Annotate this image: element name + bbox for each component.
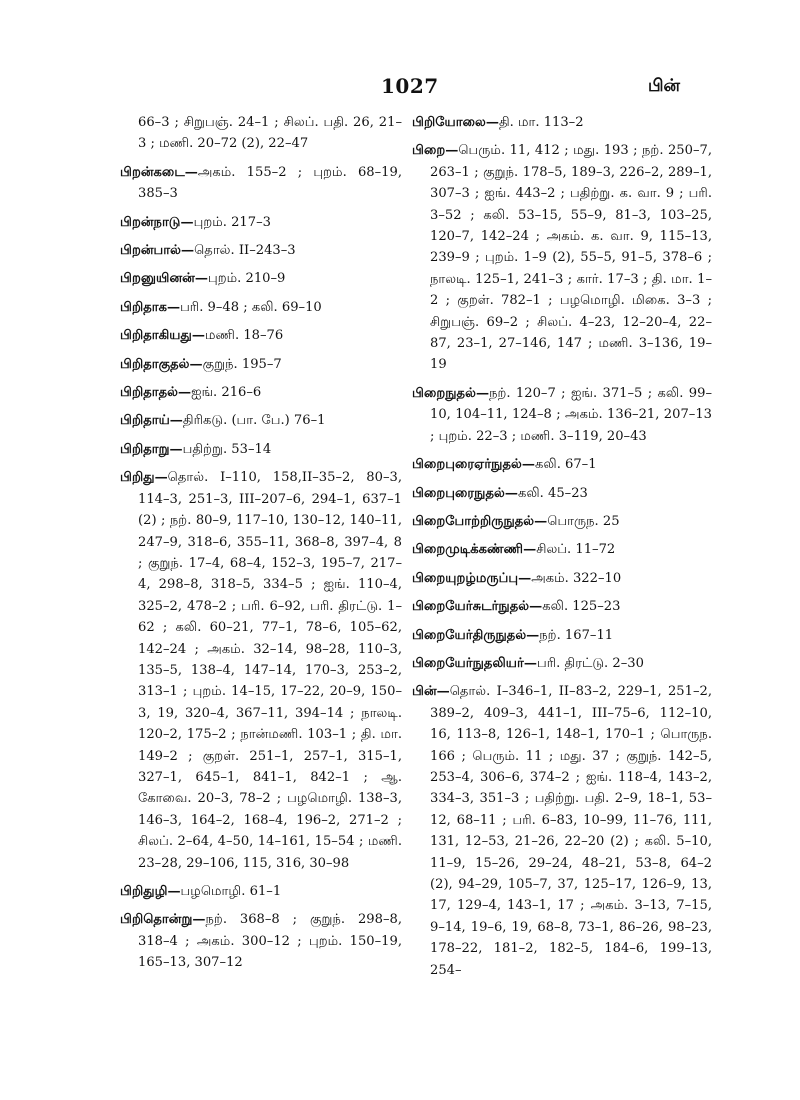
- index-entry: [412, 140, 712, 375]
- index-entry: [120, 162, 402, 205]
- entry-references: தொல். I–110, 158,II–35–2, 80–3, 114–3, 251–3, III–207–6, 294–1, 637–1 (2) ; நற். 80–9, 117–10, 130–12, 140–11, 247–9, 318–6, 355–11, 368–8, 397–4, 8 ; குறுந். 17–4, 68–4, 152–3, 195–7, 217–4, 298–8, 318–5, 334–5 ; ஐங். 110–4, 325–2, 478–2 ; பரி. 6–92, பரி. திரட்டு. 1–62 ; கலி. 60–21, 77–1, 78–6, 105–62, 142–24 ; அகம். 32–14, 98–28, 110–3, 135–5, 138–4, 147–14, 170–3, 253–2, 313–1 ; புறம். 14–15, 17–22, 20–9, 150–3, 19, 320–4, 367–11, 394–14 ; நாலடி. 120–2, 175–2 ; நான்மணி. 103–1 ; தி. மா. 149–2 ; குறள். 251–1, 257–1, 315–1, 327–1, 645–1, 841–1, 842–1 ; ஆ. கோவை. 20–3, 78–2 ; பழமொழி. 138–3, 146–3, 164–2, 168–4, 196–2, 271–2 ; சிலப். 2–64, 4–50, 14–161, 15–54 ; மணி. 23–28, 29–106, 115, 316, 30–98: [138, 470, 402, 871]
- entry-headword: பிறையேர்சுடர்நுதல்—: [412, 599, 543, 615]
- entry-references: புறம். 217–3: [193, 214, 271, 230]
- entry-references: தி. மா. 113–2: [498, 115, 584, 130]
- entry-references: அகம். 322–10: [531, 570, 622, 586]
- entry-headword: பிறிதாகியது—: [120, 328, 205, 344]
- entry-headword: பிறிது—: [120, 470, 168, 486]
- entry-references: திரிகடு. (பா. பே.) 76–1: [182, 413, 326, 429]
- entry-headword: பிறன்பால்—: [120, 243, 195, 259]
- entry-references: பரி. 9–48 ; கலி. 69–10: [180, 299, 322, 315]
- index-entry: [412, 511, 712, 532]
- entry-references: மணி. 18–76: [204, 328, 284, 344]
- index-entry: [412, 539, 712, 560]
- entry-references: பரி. திரட்டு. 2–30: [536, 655, 644, 671]
- entry-headword: பிறிதாக—: [120, 299, 181, 315]
- entry-references: பழமொழி. 61–1: [180, 884, 282, 899]
- left-column: [120, 112, 402, 981]
- index-entry: [412, 596, 712, 617]
- entry-headword: பிறைநுதல்—: [412, 385, 490, 401]
- index-entry: [412, 653, 712, 674]
- index-entry: [120, 212, 402, 233]
- index-entry: [120, 382, 402, 403]
- entry-headword: பிறிதாய்—: [120, 413, 183, 429]
- index-entry: [120, 909, 402, 973]
- index-entry: [120, 467, 402, 874]
- entry-headword: பிறன்நாடு—: [120, 214, 194, 230]
- entry-headword: பிறையேர்திருநுதல்—: [412, 627, 540, 643]
- entry-references: கலி. 125–23: [542, 599, 621, 615]
- entry-references: பொருந. 25: [547, 513, 620, 529]
- entry-headword: பிறை—: [412, 143, 459, 159]
- entry-references: பதிற்று. 53–14: [182, 441, 272, 457]
- entry-references: தொல். I–346–1, II–83–2, 229–1, 251–2, 389–2, 409–3, 441–1, III–75–6, 112–10, 16, 113–8, 126–1, 148–1, 170–1 ; பொருந. 166 ; பெரும். 11 ; மது. 37 ; குறுந். 142–5, 253–4, 306–6, 374–2 ; ஐங். 118–4, 143–2, 334–3, 351–3 ; பதிற்று. பதி. 2–9, 18–1, 53–12, 68–11 ; பரி. 6–83, 10–99, 11–76, 111, 131, 12–53, 21–26, 22–20 (2) ; கலி. 5–10, 11–9, 15–26, 29–24, 48–21, 53–8, 64–2 (2), 94–29, 105–7, 37, 125–17, 126–9, 13, 17, 129–4, 143–1, 17 ; அகம். 3–13, 7–15, 9–14, 19–6, 19, 68–8, 73–1, 86–26, 98–23, 178–22, 181–2, 182–5, 184–6, 199–13, 254–: [430, 684, 712, 978]
- entry-references: சிலப். 11–72: [536, 542, 616, 558]
- entry-headword: பிறையேர்நுதலியர்—: [412, 655, 537, 671]
- index-entry: [412, 568, 712, 589]
- entry-headword: பிறன்கடை—: [120, 164, 198, 180]
- entry-headword: பிறிதாகுதல்—: [120, 356, 203, 372]
- entry-references: குறுந். 195–7: [202, 356, 282, 372]
- page-number: 1027: [381, 74, 439, 98]
- index-entry: [120, 881, 402, 902]
- right-column: [412, 112, 712, 988]
- entry-references: தொல். II–243–3: [194, 243, 296, 259]
- entry-headword: பிறையுறழ்மருப்பு—: [412, 570, 532, 586]
- index-entry: [120, 112, 402, 155]
- entry-headword: பிறைபோற்றிருநுதல்—: [412, 513, 548, 529]
- entry-references: ஐங். 216–6: [191, 385, 262, 401]
- entry-headword: பிறிதாறு—: [120, 441, 183, 457]
- index-entry: [120, 439, 402, 460]
- entry-headword: பிறைபுரைநுதல்—: [412, 485, 518, 501]
- index-entry: [412, 483, 712, 504]
- entry-references: புறம். 210–9: [207, 271, 286, 287]
- entry-references: நற். 368–8 ; குறுந். 298–8, 318–4 ; அகம். 300–12 ; புறம். 150–19, 165–13, 307–12: [138, 912, 402, 971]
- entry-headword: பிறிதொன்று—: [120, 912, 206, 928]
- index-entry: [120, 297, 402, 318]
- index-entry: [412, 625, 712, 646]
- entry-headword: பிறிதாதல்—: [120, 385, 192, 401]
- entry-headword: பின்—: [412, 684, 450, 700]
- index-entry: [412, 681, 712, 981]
- entry-headword: பிறைபுரைஏர்நுதல்—: [412, 457, 535, 473]
- index-entry: [120, 268, 402, 289]
- index-entry: [412, 383, 712, 447]
- entry-headword: பிறியோலை—: [412, 115, 499, 130]
- entry-references: கலி. 45–23: [517, 485, 588, 501]
- entry-references: அகம். 155–2 ; புறம். 68–19, 385–3: [138, 164, 402, 202]
- index-entry: [120, 240, 402, 261]
- entry-references: பெரும். 11, 412 ; மது. 193 ; நற். 250–7, 263–1 ; குறுந். 178–5, 189–3, 226–2, 289–1, 307–3 ; ஐங். 443–2 ; பதிற்று. க. வா. 9 ; பரி. 3–52 ; கலி. 53–15, 55–9, 81–3, 103–25, 120–7, 142–24 ; அகம். க. வா. 9, 115–13, 239–9 ; புறம். 1–9 (2), 55–5, 91–5, 378–6 ; நாலடி. 125–1, 241–3 ; கார். 17–3 ; தி. மா. 1–2 ; குறள். 782–1 ; பழமொழி. மிகை. 3–3 ; சிறுபஞ். 69–2 ; சிலப். 4–23, 12–20–4, 22–87, 23–1, 27–146, 147 ; மணி. 3–136, 19–19: [430, 143, 712, 373]
- index-entry: [120, 410, 402, 431]
- index-entry: [120, 354, 402, 375]
- entry-headword: பிறைமுடிக்கண்ணி—: [412, 542, 537, 558]
- index-entry: [412, 112, 712, 133]
- entry-references: நற். 120–7 ; ஐங். 371–5 ; கலி. 99–10, 104–11, 124–8 ; அகம். 136–21, 207–13 ; புறம். 22–3 ; மணி. 3–119, 20–43: [430, 385, 712, 444]
- entry-references: நற். 167–11: [539, 627, 614, 643]
- entry-references: 66–3 ; சிறுபஞ். 24–1 ; சிலப். பதி. 26, 21–3 ; மணி. 20–72 (2), 22–47: [138, 115, 402, 152]
- entry-headword: பிறனுயினன்—: [120, 271, 208, 287]
- index-entry: [120, 325, 402, 346]
- entry-headword: பிறிதுழி—: [120, 884, 181, 899]
- header-word: பின்: [648, 76, 680, 96]
- index-entry: [412, 454, 712, 475]
- entry-references: கலி. 67–1: [534, 457, 597, 473]
